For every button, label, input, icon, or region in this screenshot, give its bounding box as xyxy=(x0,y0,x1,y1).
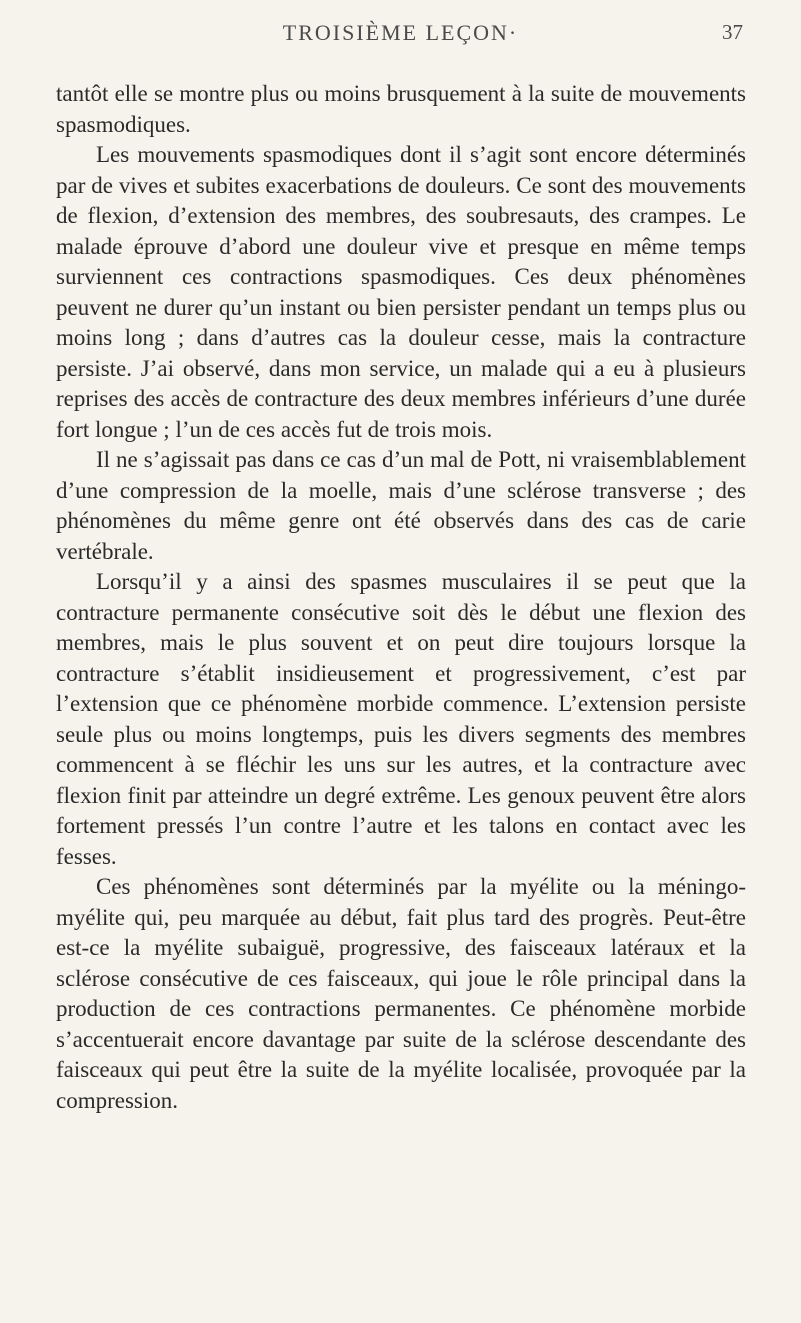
page-number: 37 xyxy=(722,20,743,44)
paragraph: Il ne s’agissait pas dans ce cas d’un mal de Pott, ni vraisemblablement d’une compression de la moelle, mais d’une sclérose transverse ; des phénomènes du même genre ont été observés dans des cas de carie vertébrale. xyxy=(56,447,746,564)
paragraph: Ces phénomènes sont déterminés par la myélite ou la méningo-myélite qui, peu marquée au début, fait plus tard des progrès. Peut-être est-ce la myélite subaiguë, progressive, des faisceaux latéraux et la sclérose consécutive de ces faisceaux, qui joue le rôle principal dans la production de ces contractions permanentes. Ce phénomène morbide s’accentuerait encore davantage par suite de la sclérose descendante des faisceaux qui peut être la suite de la myélite localisée, provoquée par la compression. xyxy=(56,874,746,1113)
paragraph: Lorsqu’il y a ainsi des spasmes musculaires il se peut que la contracture permanente consécutive soit dès le début une flexion des membres, mais le plus souvent et on peut dire toujours lorsque la contracture s’établit insidieusement et progressivement, c’est par l’extension que ce phénomène morbide commence. L’extension persiste seule plus ou moins longtemps, puis les divers segments des membres commencent à se fléchir les uns sur les autres, et la contracture avec flexion finit par atteindre un degré extrême. Les genoux peuvent être alors fortement pressés l’un contre l’autre et les talons en contact avec les fesses. xyxy=(56,569,746,869)
running-title: TROISIÈME LEÇON· xyxy=(282,20,519,45)
body-text xyxy=(56,79,746,1116)
running-header xyxy=(0,14,801,54)
paragraph-continued: tantôt elle se montre plus ou moins brusquement à la suite de mouvements spasmodiques. xyxy=(56,81,746,137)
paragraph: Les mouvements spasmodiques dont il s’agit sont encore déterminés par de vives et subites exacerbations de douleurs. Ce sont des mouvements de flexion, d’extension des membres, des soubresauts, des crampes. Le malade éprouve d’abord une douleur vive et presque en même temps surviennent ces contractions spasmodiques. Ces deux phénomènes peuvent ne durer qu’un instant ou bien persister pendant un temps plus ou moins long ; dans d’autres cas la douleur cesse, mais la contracture persiste. J’ai observé, dans mon service, un malade qui a eu à plusieurs reprises des accès de contracture des deux membres inférieurs d’une durée fort longue ; l’un de ces accès fut de trois mois. xyxy=(56,142,746,442)
